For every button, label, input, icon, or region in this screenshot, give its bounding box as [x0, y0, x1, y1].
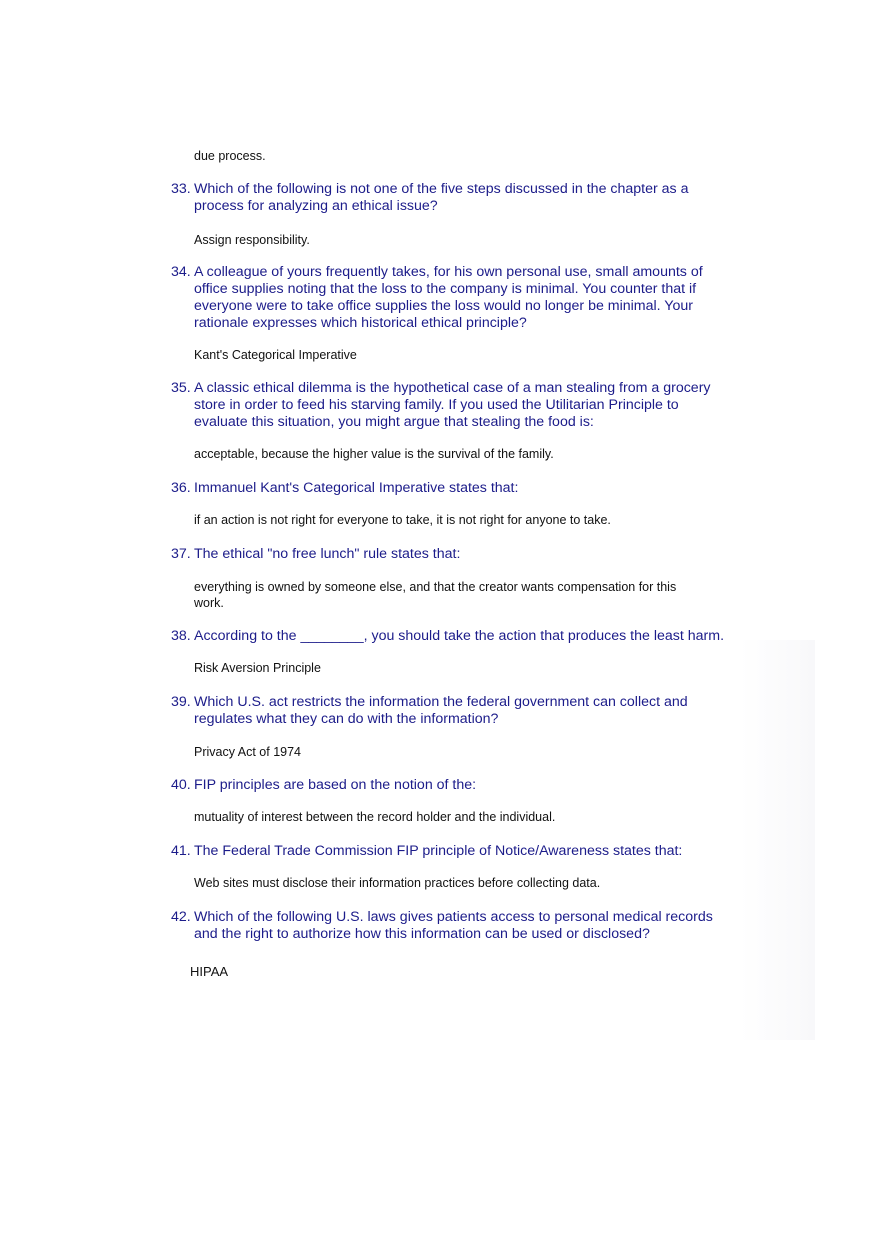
question-number-34: 34. [171, 264, 191, 280]
question-41-line-1: The Federal Trade Commission FIP principle of Notice/Awareness states that: [194, 843, 683, 859]
question-35-line-3: evaluate this situation, you might argue that stealing the food is: [194, 414, 594, 430]
answer-37-line-1: everything is owned by someone else, and that the creator wants compensation for this [194, 580, 677, 594]
question-42-line-2: and the right to authorize how this information can be used or disclosed? [194, 926, 650, 942]
preamble-answer: due process. [194, 149, 266, 163]
question-number-36: 36. [171, 480, 191, 496]
question-42-line-1: Which of the following U.S. laws gives patients access to personal medical records [194, 909, 713, 925]
question-34-line-1: A colleague of yours frequently takes, for his own personal use, small amounts of [194, 264, 703, 280]
answer-42: HIPAA [190, 964, 229, 979]
question-number-41: 41. [171, 843, 191, 859]
question-34-line-3: everyone were to take office supplies the loss would no longer be minimal. Your [194, 298, 693, 314]
question-33-line-2: process for analyzing an ethical issue? [194, 198, 438, 214]
question-40-line-1: FIP principles are based on the notion of the: [194, 777, 477, 793]
question-38-line-1: According to the ________, you should take the action that produces the least harm. [194, 628, 725, 644]
question-34-line-4: rationale expresses which historical ethical principle? [194, 315, 527, 331]
answer-36: if an action is not right for everyone to take, it is not right for anyone to take. [194, 513, 611, 527]
answer-37-line-2: work. [194, 596, 224, 610]
answer-34: Kant's Categorical Imperative [194, 348, 357, 362]
question-number-37: 37. [171, 546, 191, 562]
question-37-line-1: The ethical "no free lunch" rule states that: [194, 546, 461, 562]
question-36-line-1: Immanuel Kant's Categorical Imperative states that: [194, 480, 519, 496]
question-number-38: 38. [171, 628, 191, 644]
answer-40: mutuality of interest between the record holder and the individual. [194, 810, 556, 824]
question-number-35: 35. [171, 380, 191, 396]
question-39-line-1: Which U.S. act restricts the information the federal government can collect and [194, 694, 688, 710]
question-39-line-2: regulates what they can do with the information? [194, 711, 499, 727]
page-shading [740, 640, 815, 1040]
question-number-39: 39. [171, 694, 191, 710]
answer-33: Assign responsibility. [194, 233, 310, 247]
question-34-line-2: office supplies noting that the loss to the company is minimal. You counter that if [194, 281, 697, 297]
question-33-line-1: Which of the following is not one of the five steps discussed in the chapter as a [194, 181, 689, 197]
question-35-line-1: A classic ethical dilemma is the hypothetical case of a man stealing from a grocery [194, 380, 711, 396]
question-number-42: 42. [171, 909, 191, 925]
answer-35: acceptable, because the higher value is the survival of the family. [194, 447, 554, 461]
question-35-line-2: store in order to feed his starving family. If you used the Utilitarian Principle to [194, 397, 679, 413]
question-number-40: 40. [171, 777, 191, 793]
answer-41: Web sites must disclose their information practices before collecting data. [194, 876, 601, 890]
answer-38: Risk Aversion Principle [194, 661, 321, 675]
answer-39: Privacy Act of 1974 [194, 745, 302, 759]
question-number-33: 33. [171, 181, 191, 197]
